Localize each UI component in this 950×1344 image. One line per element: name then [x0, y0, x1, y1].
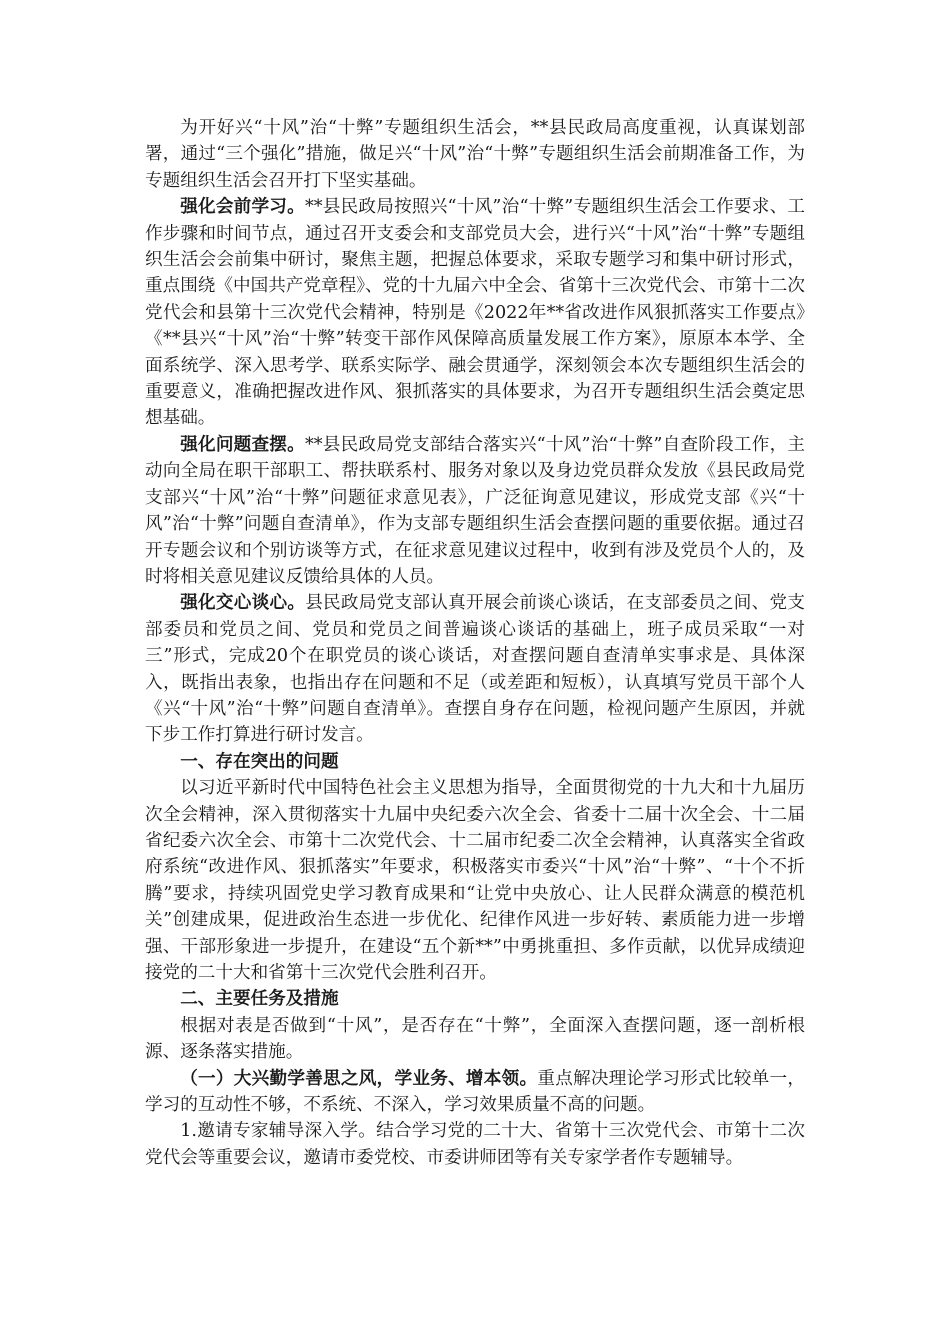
paragraph-text: **县民政局按照兴“十风”治“十弊”专题组织生活会工作要求、工作步骤和时间节点，通过召开支委会和支部党员大会，进行兴“十风”治“十弊”专题组织生活会会前集中研讨，聚焦主题，把握总体要求，采取专题学习和集中研讨形式，重点围绕《中国共产党章程》、党的十九届六中全会、省第十三次党代会、市第十二次党代会和县第十三次党代会精神，特别是《2022年**省改进作风狠抓落实工作要点》《**县兴“十风”治“十弊”转变干部作风保障高质量发展工作方案》，原原本本学、全面系统学、深入思考学、联系实际学、融会贯通学，深刻领会本次专题组织生活会的重要意义，准确把握改进作风、狠抓落实的具体要求，为召开专题组织生活会奠定思想基础。	[145, 197, 805, 429]
paragraph-text: 1.邀请专家辅导深入学。结合学习党的二十大、省第十三次党代会、市第十二次党代会等重要会议，邀请市委党校、市委讲师团等有关专家学者作专题辅导。	[145, 1121, 805, 1168]
paragraph-heart-talk	[145, 590, 805, 748]
paragraph-lead: （一）大兴勤学善思之风，学业务、增本领。	[180, 1067, 538, 1089]
paragraph-lead: 强化会前学习。	[180, 196, 305, 218]
section-heading-tasks: 二、主要任务及措施	[180, 988, 339, 1010]
section-heading-problems: 一、存在突出的问题	[180, 750, 339, 772]
paragraph-text: **县民政局党支部结合落实兴“十风”治“十弊”自查阶段工作，主动向全局在职干部职工、帮扶联系村、服务对象以及身边党员群众发放《县民政局党支部兴“十风”治“十弊”问题征求意见表》，广泛征询意见建议，形成党支部《兴“十风”治“十弊”问题自查清单》，作为支部专题组织生活会查摆问题的重要依据。通过召开专题会议和个别访谈等方式，在征求意见建议过程中，收到有涉及党员个人的，及时将相关意见建议反馈给具体的人员。	[145, 434, 805, 587]
paragraph-lead: 强化问题查摆。	[180, 433, 305, 455]
paragraph-text: 以习近平新时代中国特色社会主义思想为指导，全面贯彻党的十九大和十九届历次全会精神，深入贯彻落实十九届中央纪委六次全会、省委十二届十次全会、十二届省纪委六次全会、市第十二次党代会、十二届市纪委二次全会精神，认真落实全省政府系统“改进作风、狠抓落实”年要求，积极落实市委兴“十风”治“十弊”、“十个不折腾”要求，持续巩固党史学习教育成果和“让党中央放心、让人民群众满意的模范机关”创建成果，促进政治生态进一步优化、纪律作风进一步好转、素质能力进一步增强、干部形象进一步提升，在建设“五个新**”中勇挑重担、多作贡献，以优异成绩迎接党的二十大和省第十三次党代会胜利召开。	[145, 778, 805, 983]
paragraph-tasks-intro	[145, 1013, 805, 1066]
document-body	[145, 115, 805, 1171]
paragraph-study	[145, 194, 805, 432]
paragraph-task-one	[145, 1066, 805, 1119]
paragraph-text: 重点解决理论学习形式比较单一，学习的互动性不够，不系统、不深入，学习效果质量不高的问题。	[145, 1068, 805, 1116]
paragraph-intro	[145, 115, 805, 194]
paragraph-guiding-thought	[145, 775, 805, 986]
paragraph-text: 根据对表是否做到“十风”，是否存在“十弊”，全面深入查摆问题，逐一剖析根源、逐条落实措施。	[145, 1015, 805, 1063]
paragraph-problem-check	[145, 432, 805, 590]
paragraph-lead: 强化交心谈心。	[180, 592, 306, 614]
paragraph-task-one-item-1	[145, 1118, 805, 1171]
paragraph-text: 县民政局党支部认真开展会前谈心谈话，在支部委员之间、党支部委员和党员之间、党员和党员之间普遍谈心谈话的基础上，班子成员采取“一对三”形式，完成20个在职党员的谈心谈话，对查摆问题自查清单实事求是、具体深入，既指出表象，也指出存在问题和不足（或差距和短板），认真填写党员干部个人《兴“十风”治“十弊”问题自查清单》。查摆自身存在问题，检视问题产生原因，并就下步工作打算进行研讨发言。	[145, 593, 805, 746]
paragraph-text: 为开好兴“十风”治“十弊”专题组织生活会，**县民政局高度重视，认真谋划部署，通过“三个强化”措施，做足兴“十风”治“十弊”专题组织生活会前期准备工作，为专题组织生活会召开打下坚实基础。	[145, 118, 805, 191]
